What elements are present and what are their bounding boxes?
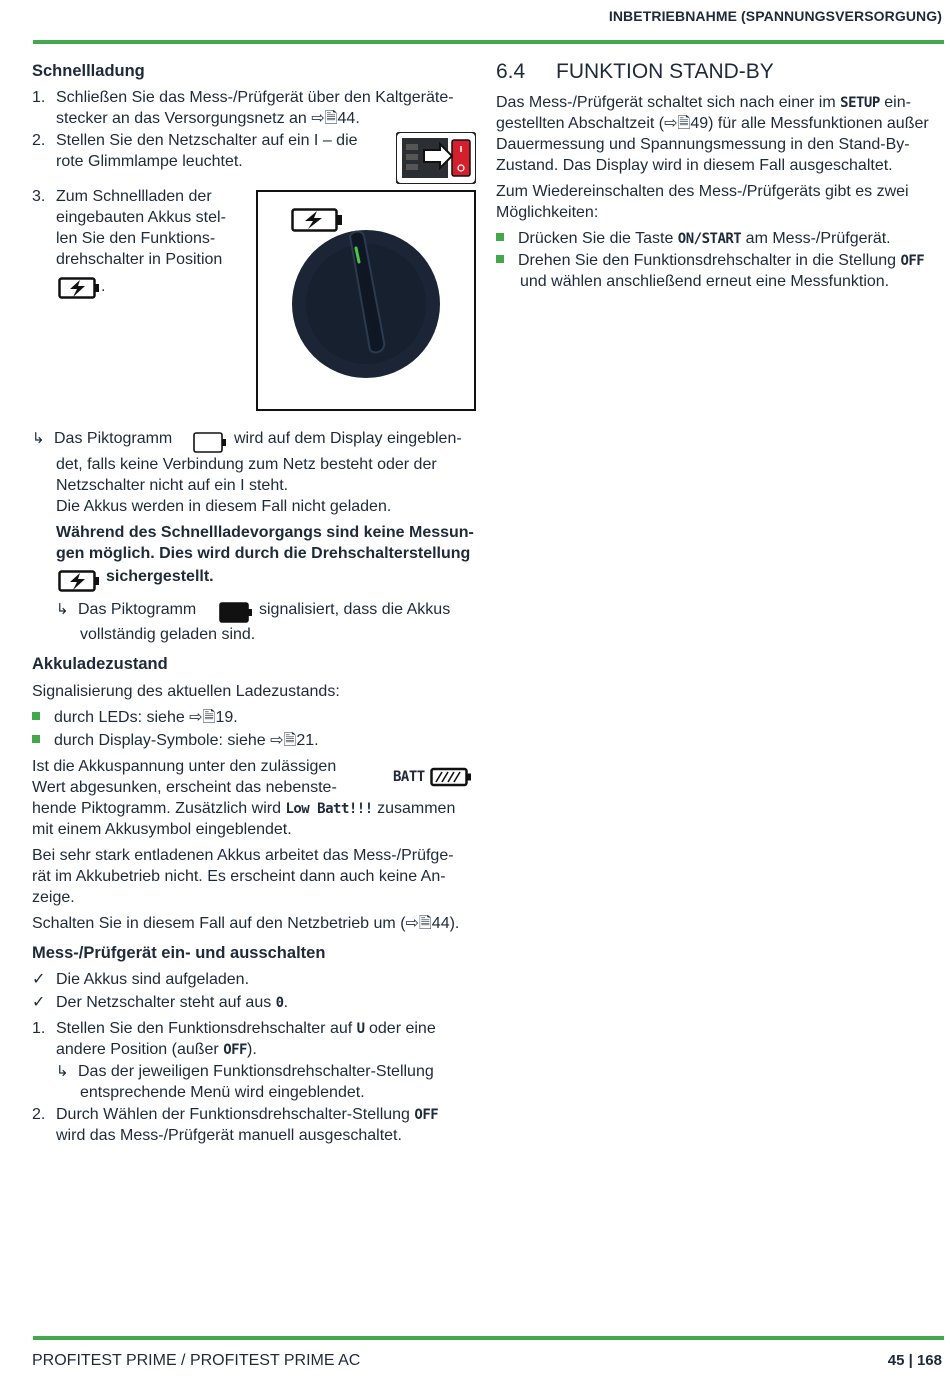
arrow-result-icon: ↳ — [56, 1063, 69, 1080]
footer-product: PROFITEST PRIME / PROFITEST PRIME AC — [32, 1352, 361, 1369]
step-text: Zum Schnellladen der — [56, 188, 212, 205]
deep-l1: Bei sehr stark entladenen Akkus arbeitet das Mess-/Prüfge- — [32, 847, 454, 864]
checkmark-icon: ✓ — [32, 971, 46, 988]
battery-charge-icon — [58, 277, 100, 305]
step-2 — [32, 130, 358, 151]
deep-l3: zeige. — [32, 889, 75, 906]
battery-charge-icon — [58, 570, 100, 598]
step-on-1-result-l2: entsprechende Menü wird eingeblendet. — [80, 1084, 365, 1101]
result-2-tail: signalisiert, dass die Akkus — [259, 601, 451, 618]
step-on-2 — [32, 1104, 438, 1126]
bullet-icon — [32, 712, 40, 720]
step-text: Durch Wählen der Funktionsdrehschalter-Stellung — [56, 1106, 415, 1123]
battery-low-symbol — [430, 767, 472, 793]
standby-p1-l1 — [496, 92, 911, 114]
step-number: 2. — [32, 132, 46, 149]
result-1 — [32, 428, 172, 449]
check-text: Die Akkus sind aufgeladen. — [56, 971, 250, 988]
setup-text: SETUP — [840, 95, 880, 111]
step-3-line3: len Sie den Funktions- — [56, 230, 216, 247]
low-batt-text: Low Batt!!! — [285, 801, 373, 817]
section-title-text: FUNKTION STAND-BY — [556, 60, 774, 83]
switch-state: 0 — [275, 995, 284, 1011]
bullet-text: Drehen Sie den Funktionsdrehschalter in die Stellung — [518, 252, 901, 269]
step-text: andere Position (außer — [56, 1041, 224, 1058]
step-text: ). — [247, 1041, 257, 1058]
running-header: INBETRIEBNAHME (SPANNUNGSVERSORGUNG) — [608, 8, 942, 24]
result-text: Das Piktogramm — [78, 601, 197, 618]
bullet-text: Drücken Sie die Taste — [518, 230, 678, 247]
step-number: 1. — [32, 1020, 46, 1037]
arrow-result-icon: ↳ — [32, 430, 45, 447]
step-1 — [32, 87, 454, 108]
result-text: Das der jeweiligen Funktionsdrehschalter-Stellung — [78, 1063, 434, 1080]
heading-ein-ausschalten: Mess-/Prüfgerät ein- und ausschalten — [32, 944, 326, 962]
result-1-l4: Die Akkus werden in diesem Fall nicht geladen. — [56, 498, 392, 515]
power-switch-image — [396, 132, 476, 184]
step-2-cont: rote Glimmlampe leuchtet. — [56, 153, 243, 170]
standby-bullet-2-cont: und wählen anschließend erneut eine Messfunktion. — [520, 273, 890, 290]
standby-bullet-2 — [496, 250, 924, 272]
step-number: 2. — [32, 1106, 46, 1123]
text: ein- — [879, 94, 911, 111]
step-on-1 — [32, 1018, 436, 1040]
step-text: oder eine — [364, 1020, 436, 1037]
standby-bullet-1 — [496, 228, 891, 250]
switch-position: U — [356, 1021, 365, 1037]
akku-intro: Signalisierung des aktuellen Ladezustands: — [32, 683, 340, 700]
low-l4: mit einem Akkusymbol eingeblendet. — [32, 821, 292, 838]
standby-p1-l3: Dauermessung und Spannungsmessung in den Stand-By- — [496, 136, 910, 153]
heading-schnellladung: Schnellladung — [32, 62, 145, 80]
key-name: ON/START — [677, 231, 742, 247]
bullet-text: am Mess-/Prüfgerät. — [741, 230, 891, 247]
step-on-1-result — [56, 1061, 434, 1082]
result-1-l2: det, falls keine Verbindung zum Netz besteht oder der — [56, 456, 437, 473]
step-3 — [32, 186, 212, 207]
result-1-tail: wird auf dem Display eingeblen- — [234, 430, 462, 447]
result-text: Das Piktogramm — [54, 430, 173, 447]
standby-p1-l4: Zustand. Das Display wird in diesem Fall ausgeschaltet. — [496, 157, 893, 174]
section-title — [496, 61, 774, 82]
standby-p2-l2: Möglichkeiten: — [496, 204, 599, 221]
low-l2: Wert abgesunken, erscheint das nebenste- — [32, 779, 337, 796]
low-l1: Ist die Akkuspannung unter den zulässigen — [32, 758, 337, 775]
bullet-text: durch LEDs: siehe ⇨🗎19. — [54, 709, 238, 726]
step-number: 3. — [32, 188, 46, 205]
text: hende Piktogramm. Zusätzlich wird — [32, 800, 286, 817]
step-on-1-cont — [56, 1039, 257, 1061]
switch-position: OFF — [414, 1107, 439, 1123]
batt-label: BATT — [393, 769, 425, 785]
footer-rule — [33, 1336, 944, 1340]
text: Das Mess-/Prüfgerät schaltet sich nach einer im — [496, 94, 841, 111]
bullet-icon — [496, 233, 504, 241]
step-text: Schließen Sie das Mess-/Prüfgerät über den Kaltgeräte- — [56, 89, 454, 106]
note-bold-l2: gen möglich. Dies wird durch die Drehschalterstellung — [56, 545, 471, 562]
arrow-result-icon: ↳ — [56, 601, 69, 618]
switch-position: OFF — [223, 1042, 247, 1058]
standby-p2-l1: Zum Wiedereinschalten des Mess-/Prüfgeräts gibt es zwei — [496, 183, 909, 200]
rotary-knob-image — [256, 190, 476, 411]
akku-bullet-2 — [32, 730, 319, 751]
check-text: . — [283, 994, 289, 1011]
note-bold-l1: Während des Schnellladevorgangs sind keine Messun- — [56, 524, 474, 541]
step-number: 1. — [32, 89, 46, 106]
section-number: 6.4 — [496, 60, 526, 83]
step-3-end: . — [101, 278, 106, 295]
step-text: Stellen Sie den Netzschalter auf ein I – die — [56, 132, 358, 149]
bullet-icon — [32, 735, 40, 743]
netz-text: Schalten Sie in diesem Fall auf den Netzbetrieb um (⇨🗎44). — [32, 915, 460, 932]
step-3-line4: drehschalter in Position — [56, 251, 223, 268]
step-text: Stellen Sie den Funktionsdrehschalter auf — [56, 1020, 357, 1037]
step-on-2-cont: wird das Mess-/Prüfgerät manuell ausgeschaltet. — [56, 1127, 402, 1144]
standby-p1-l2: gestellten Abschaltzeit (⇨🗎49) für alle Messfunktionen außer — [496, 115, 929, 132]
check-text: Der Netzschalter steht auf aus — [56, 994, 276, 1011]
result-2 — [56, 599, 196, 620]
header-rule — [33, 40, 944, 44]
check-2 — [32, 992, 288, 1014]
deep-l2: rät im Akkubetrieb nicht. Es erscheint dann auch keine An- — [32, 868, 446, 885]
low-l3 — [32, 798, 455, 820]
battery-low-icon — [393, 766, 425, 788]
heading-akkuladezustand: Akkuladezustand — [32, 655, 168, 673]
step-1-cont: stecker an das Versorgungsnetz an ⇨🗎44. — [56, 110, 360, 127]
switch-position: OFF — [900, 253, 925, 269]
checkmark-icon: ✓ — [32, 994, 46, 1011]
step-3-line2: eingebauten Akkus stel- — [56, 209, 226, 226]
note-bold-l3: sichergestellt. — [106, 568, 214, 585]
akku-bullet-1 — [32, 707, 238, 728]
bullet-text: durch Display-Symbole: siehe ⇨🗎21. — [54, 732, 319, 749]
bullet-icon — [496, 255, 504, 263]
check-1 — [32, 969, 249, 990]
result-2-l2: vollständig geladen sind. — [80, 626, 256, 643]
text: zusammen — [372, 800, 456, 817]
page-number: 45 | 168 — [887, 1352, 942, 1369]
result-1-l3: Netzschalter nicht auf ein I steht. — [56, 477, 289, 494]
